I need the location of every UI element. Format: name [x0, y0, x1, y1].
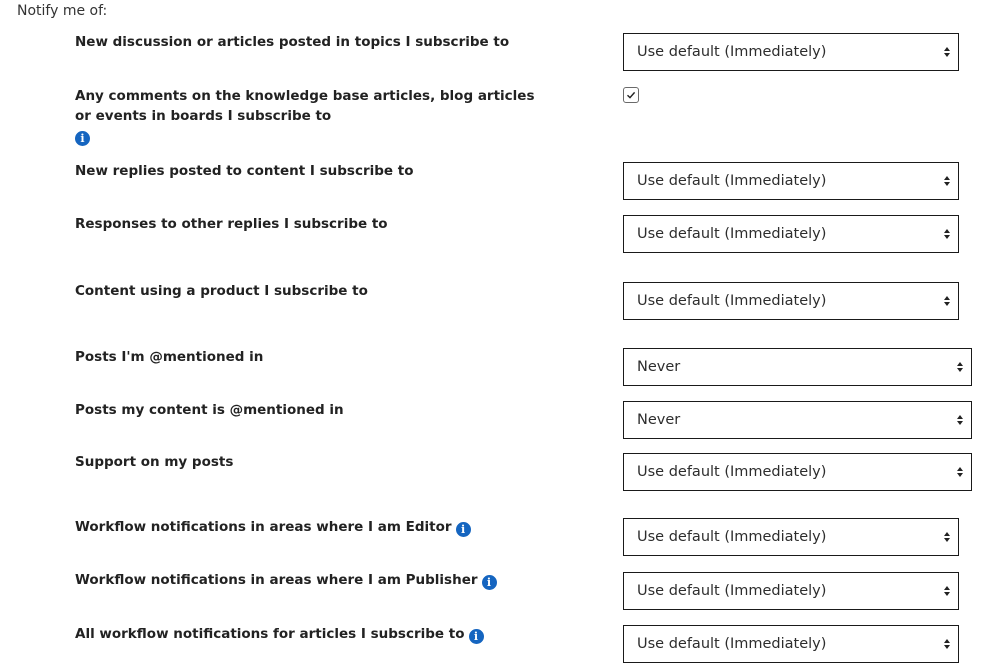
label-responses: Responses to other replies I subscribe to [75, 216, 388, 232]
info-icon[interactable]: i [456, 522, 471, 537]
info-icon[interactable]: i [469, 629, 484, 644]
chevron-updown-icon [943, 531, 951, 543]
select-value: Use default (Immediately) [637, 583, 827, 599]
select-value: Never [637, 412, 681, 428]
label-new-discussion: New discussion or articles posted in topics I subscribe to [75, 34, 510, 50]
notify-heading: Notify me of: [17, 3, 108, 19]
select-new-discussion[interactable] [623, 33, 959, 71]
select-workflow-publisher[interactable] [623, 572, 959, 610]
chevron-updown-icon [943, 295, 951, 307]
check-icon [626, 90, 636, 100]
label-text: Workflow notifications in areas where I am Publisher [75, 572, 478, 588]
label-workflow-publisher [75, 570, 497, 590]
select-value: Use default (Immediately) [637, 293, 827, 309]
select-workflow-editor[interactable] [623, 518, 959, 556]
info-icon[interactable]: i [482, 575, 497, 590]
select-value: Never [637, 359, 681, 375]
label-mentioned: Posts I'm @mentioned in [75, 349, 264, 365]
chevron-updown-icon [956, 414, 964, 426]
chevron-updown-icon [943, 585, 951, 597]
select-value: Use default (Immediately) [637, 464, 827, 480]
select-mentioned[interactable] [623, 348, 972, 386]
chevron-updown-icon [956, 466, 964, 478]
label-content-mentioned: Posts my content is @mentioned in [75, 402, 344, 418]
select-value: Use default (Immediately) [637, 529, 827, 545]
checkbox-any-comments[interactable] [623, 87, 639, 103]
chevron-updown-icon [943, 175, 951, 187]
chevron-updown-icon [943, 638, 951, 650]
chevron-updown-icon [956, 361, 964, 373]
chevron-updown-icon [943, 46, 951, 58]
label-text: All workflow notifications for articles I subscribe to [75, 626, 465, 642]
select-value: Use default (Immediately) [637, 226, 827, 242]
chevron-updown-icon [943, 228, 951, 240]
select-value: Use default (Immediately) [637, 44, 827, 60]
label-workflow-editor [75, 517, 471, 537]
select-responses[interactable] [623, 215, 959, 253]
label-text: Workflow notifications in areas where I am Editor [75, 519, 452, 535]
label-support: Support on my posts [75, 454, 234, 470]
select-new-replies[interactable] [623, 162, 959, 200]
label-new-replies: New replies posted to content I subscribe to [75, 163, 414, 179]
select-value: Use default (Immediately) [637, 173, 827, 189]
select-content-product[interactable] [623, 282, 959, 320]
select-content-mentioned[interactable] [623, 401, 972, 439]
select-support[interactable] [623, 453, 972, 491]
label-content-product: Content using a product I subscribe to [75, 283, 368, 299]
select-value: Use default (Immediately) [637, 636, 827, 652]
label-workflow-articles [75, 624, 484, 644]
select-workflow-articles[interactable] [623, 625, 959, 663]
label-any-comments: Any comments on the knowledge base articles, blog articles or events in boards I subscribe to [75, 88, 535, 124]
info-icon[interactable]: i [75, 131, 90, 146]
